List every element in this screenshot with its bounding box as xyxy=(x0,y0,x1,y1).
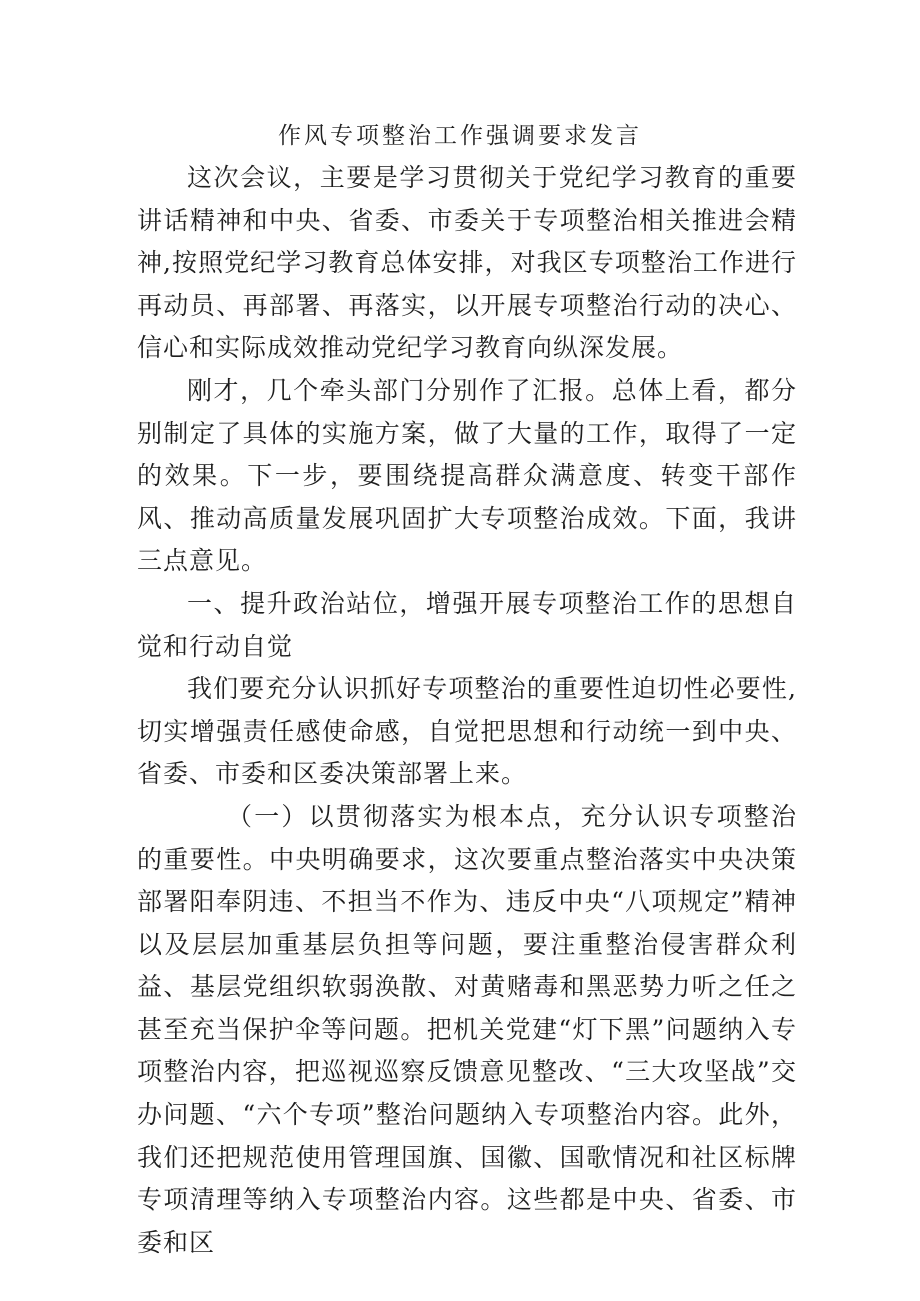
section-heading-1: 一、提升政治站位，增强开展专项整治工作的思想自觉和行动自觉 xyxy=(137,588,797,661)
paragraph-summary: 刚才，几个牵头部门分别作了汇报。总体上看，都分别制定了具体的实施方案，做了大量的工作，取得了一定的效果。下一步，要围绕提高群众满意度、转变干部作风、推动高质量发展巩固扩大专项整治成效。下面，我讲三点意见。 xyxy=(137,375,797,576)
document-title: 作风专项整治工作强调要求发言 xyxy=(278,123,642,149)
paragraph-section-1: 我们要充分认识抓好专项整治的重要性迫切性必要性,切实增强责任感使命感，自觉把思想和行动统一到中央、省委、市委和区委决策部署上来。 xyxy=(137,674,797,789)
paragraph-intro: 这次会议，主要是学习贯彻关于党纪学习教育的重要讲话精神和中央、省委、市委关于专项整治相关推进会精神,按照党纪学习教育总体安排，对我区专项整治工作进行再动员、再部署、再落实，以开展专项整治行动的决心、信心和实际成效推动党纪学习教育向纵深发展。 xyxy=(137,163,797,363)
subsection-1-paragraph: （一）以贯彻落实为根本点，充分认识专项整治的重要性。中央明确要求，这次要重点整治落实中央决策部署阳奉阴违、不担当不作为、违反中央“八项规定”精神以及层层加重基层负担等问题，要注重整治侵害群众利益、基层党组织软弱涣散、对黄赌毒和黑恶势力听之任之甚至充当保护伞等问题。把机关党建“灯下黑”问题纳入专项整治内容，把巡视巡察反馈意见整改、“三大攻坚战”交办问题、“六个专项”整治问题纳入专项整治内容。此外，我们还把规范使用管理国旗、国徽、国歌情况和社区标牌专项清理等纳入专项整治内容。这些都是中央、省委、市委和区 xyxy=(137,801,797,1257)
document-body xyxy=(137,157,797,1264)
